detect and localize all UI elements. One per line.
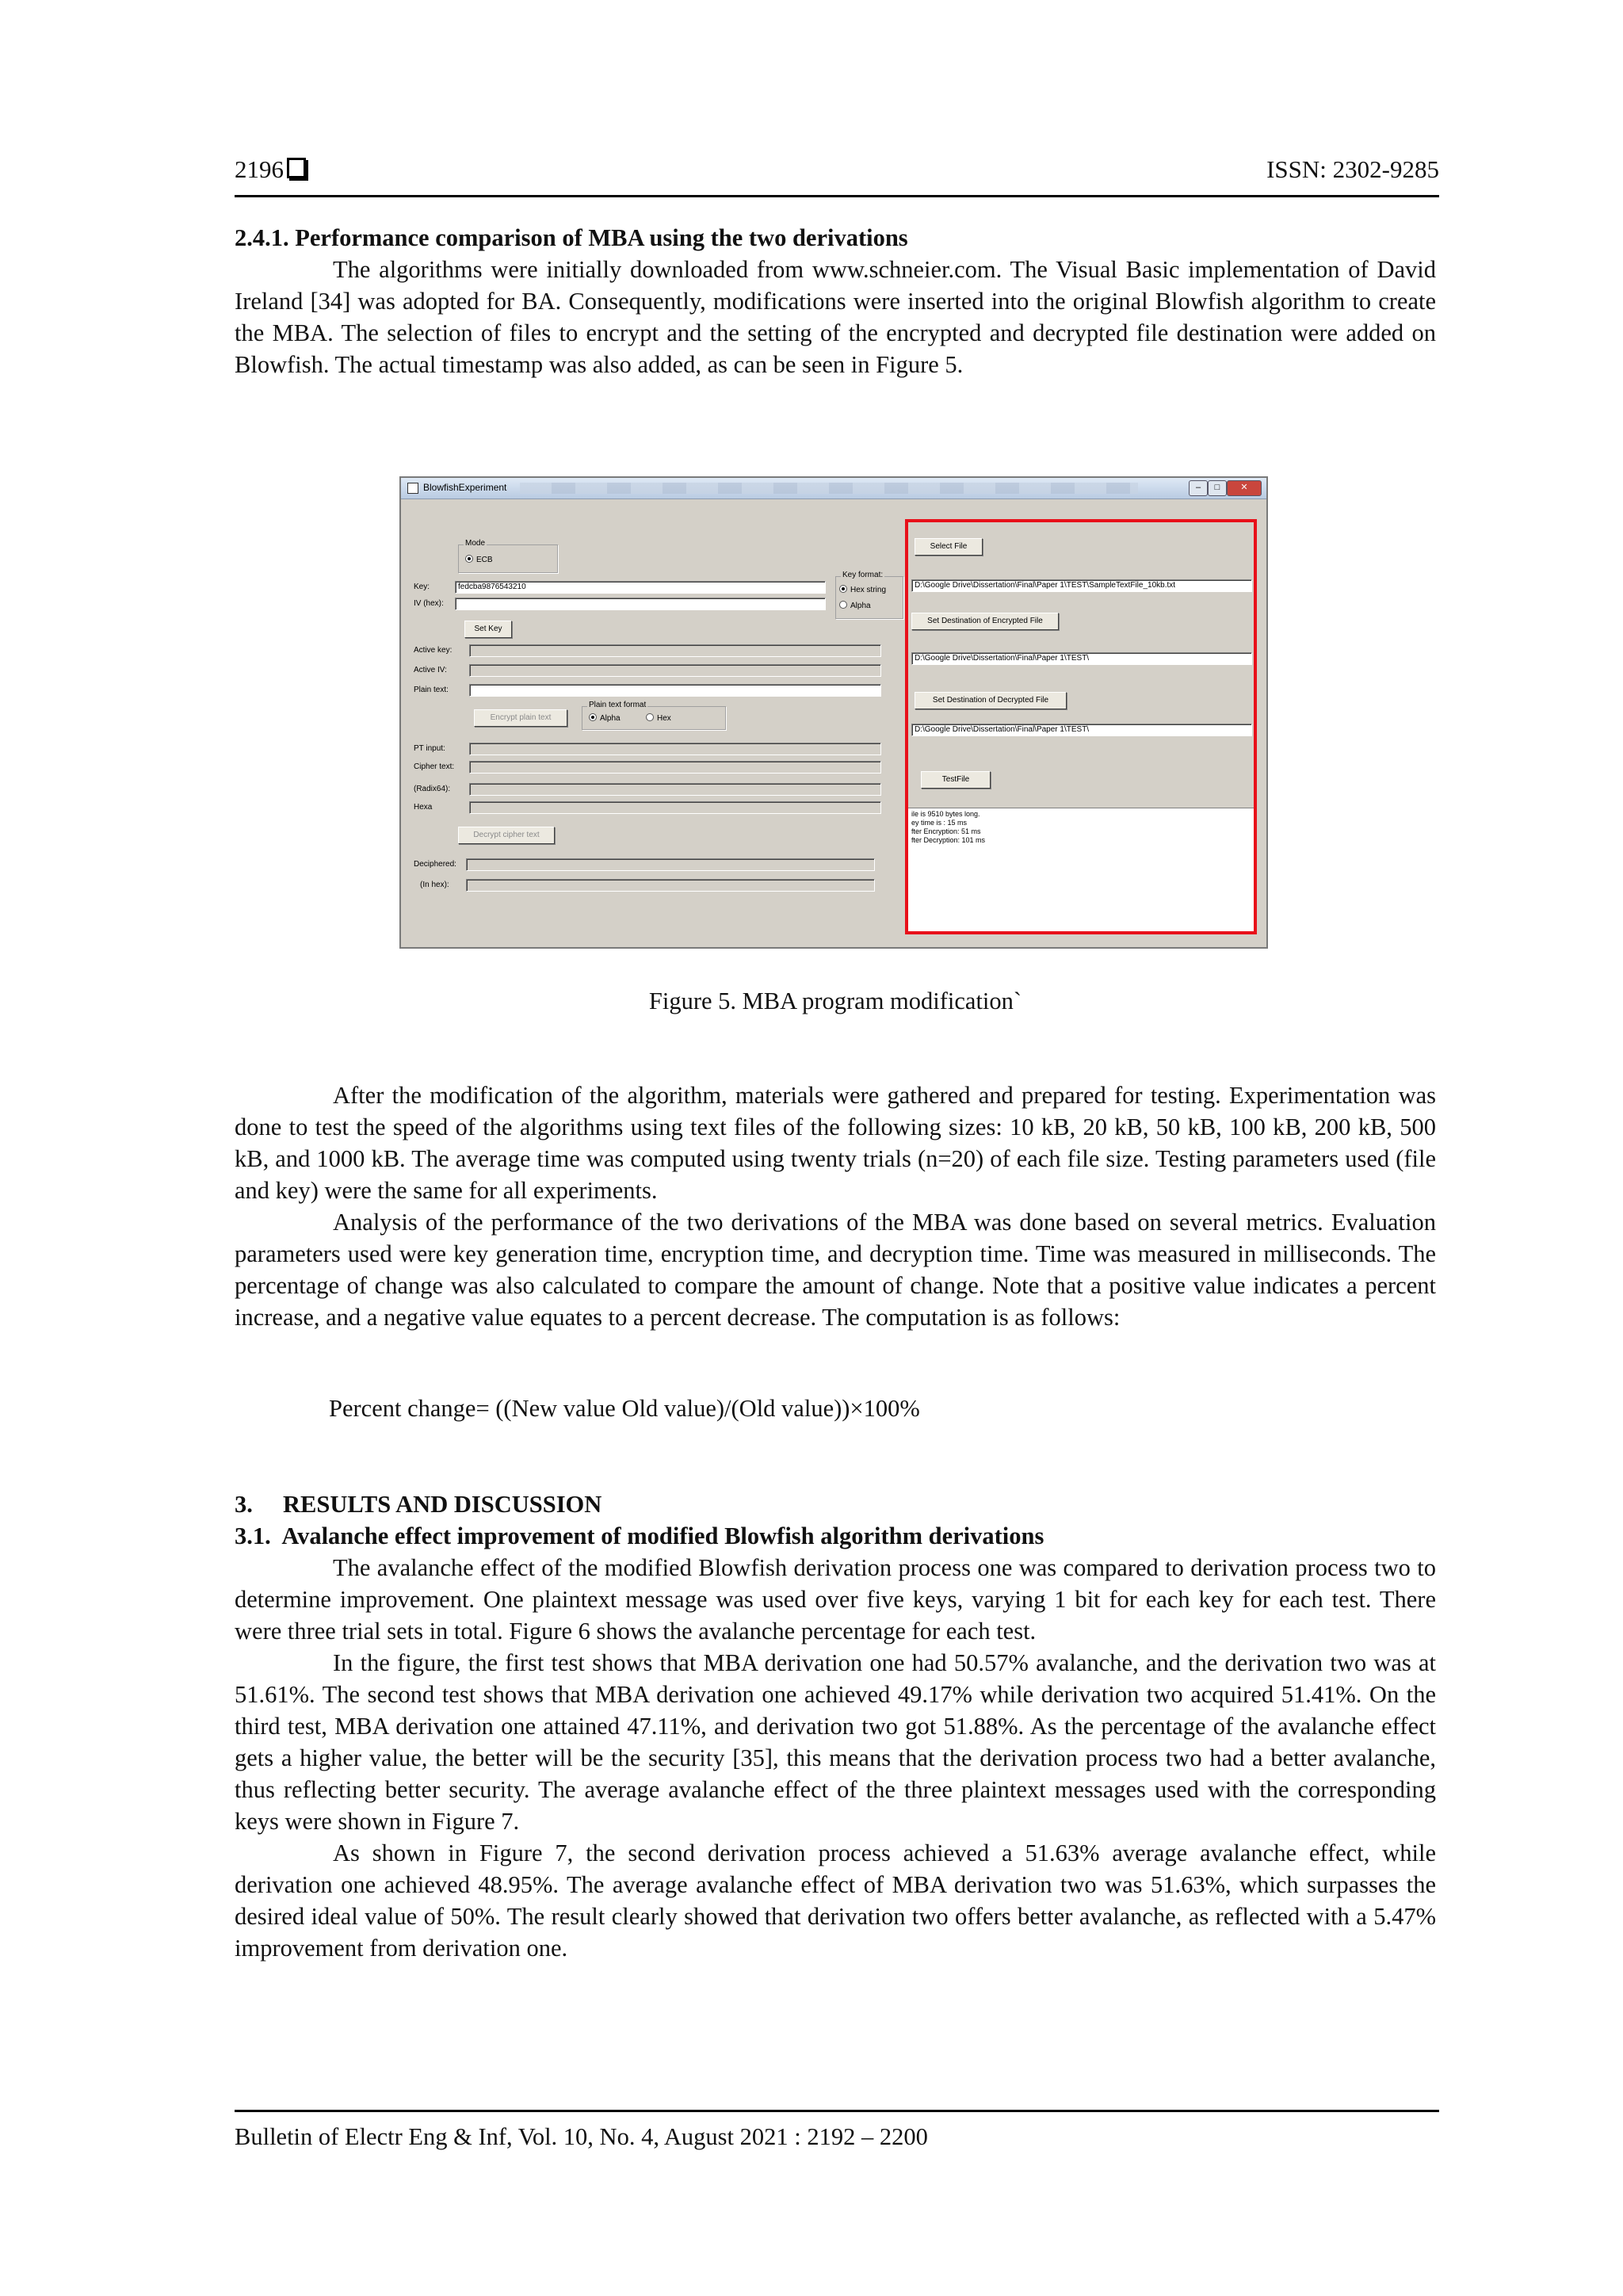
radix64-label: (Radix64):: [414, 785, 451, 793]
paragraph: In the figure, the first test shows that MBA derivation one had 50.57% avalanche, and the derivation two was at 51.61%. The second test shows that MBA derivation one achieved 49.17% while derivation two acquired 51.41%. On the third test, MBA derivation one attained 47.11%, and derivation two got 51.88%. As the percentage of the avalanche effect gets a higher value, the better will be the security [35], this means that the derivation process two had a better avalanche, thus reflecting better security. The average avalanche effect of the three plaintext messages used with the corresponding keys were shown in Figure 7.: [235, 1649, 1436, 1835]
active-iv-label: Active IV:: [414, 666, 447, 674]
key-label: Key:: [414, 583, 430, 591]
pt-input-label: PT input:: [414, 744, 445, 753]
section-heading: 3. RESULTS AND DISCUSSION: [235, 1491, 602, 1518]
set-key-button[interactable]: Set Key: [464, 621, 512, 638]
deciphered-field: [466, 858, 875, 871]
plain-text-input[interactable]: [469, 684, 881, 697]
cipher-text-label: Cipher text:: [414, 762, 455, 771]
modification-highlight-frame: [905, 519, 1257, 934]
square-bullet-icon: [287, 158, 306, 178]
mode-group: [458, 539, 558, 573]
plain-text-format-group: [582, 701, 726, 730]
key-format-alpha-option[interactable]: Alpha: [839, 601, 871, 610]
section-heading: 2.4.1. Performance comparison of MBA using the two derivations: [235, 224, 908, 251]
method-section: [235, 1079, 1436, 1333]
percent-change-formula: Percent change= ((New value Old value)/(Old value))×100%: [329, 1395, 920, 1422]
plain-text-format-group-title: Plain text format: [589, 701, 647, 709]
radio-selected-icon: [465, 555, 473, 563]
radio-selected-icon: [589, 713, 597, 721]
section-3: [235, 1488, 1436, 1964]
log-line: ile is 9510 bytes long.: [911, 810, 980, 818]
key-format-group: [835, 571, 903, 619]
select-file-button[interactable]: Select File: [915, 538, 983, 556]
key-format-group-title: Key format:: [842, 571, 884, 579]
section-2-4-1: [235, 222, 1436, 380]
page-number: 2196: [235, 155, 306, 184]
hexa-label: Hexa: [414, 803, 433, 812]
minimize-button[interactable]: –: [1189, 480, 1208, 496]
journal-citation: Bulletin of Electr Eng & Inf, Vol. 10, No. 4, August 2021 : 2192 – 2200: [235, 2123, 928, 2150]
paragraph: Analysis of the performance of the two derivations of the MBA was done based on several metrics. Evaluation parameters used were key generation time, encryption time, and decryption time. Time was measured in milliseconds. The percentage of change was also calculated to compare the amount of change. Note that a positive value indicates a percent increase, and a negative value equates to a percent decrease. The computation is as follows:: [235, 1209, 1436, 1331]
deciphered-label: Deciphered:: [414, 860, 456, 869]
close-button[interactable]: ✕: [1227, 480, 1262, 496]
hexa-field: [469, 801, 881, 814]
paragraph: The avalanche effect of the modified Blowfish derivation process one was compared to derivation process two to determine improvement. One plaintext message was used over five keys, varying 1 bit for each key for each test. There were three trial sets in total. Figure 6 shows the avalanche percentage for each test.: [235, 1554, 1436, 1645]
radio-icon: [839, 601, 847, 609]
figure-caption: Figure 5. MBA program modification`: [648, 988, 1022, 1014]
app-icon: [407, 483, 418, 494]
test-file-button[interactable]: TestFile: [921, 771, 991, 789]
paragraph: As shown in Figure 7, the second derivation process achieved a 51.63% average avalanche effect, while derivation one achieved 48.95%. The average avalanche effect of MBA derivation two was 51.63%, which surpasses the desired ideal value of 50%. The result clearly showed that derivation two offers better avalanche, as reflected with a 5.47% improvement from derivation one.: [235, 1839, 1436, 1962]
mode-ecb-option[interactable]: ECB: [465, 555, 493, 564]
log-line: fter Decryption: 101 ms: [911, 836, 986, 844]
active-key-label: Active key:: [414, 646, 453, 655]
in-hex-field: [466, 879, 875, 892]
set-encrypted-destination-button[interactable]: Set Destination of Encrypted File: [911, 613, 1059, 630]
iv-input[interactable]: [455, 598, 826, 610]
log-line: fter Encryption: 51 ms: [911, 827, 981, 835]
active-iv-field: [469, 664, 881, 677]
plain-text-label: Plain text:: [414, 686, 449, 694]
journal-issn: ISSN: 2302-9285: [1266, 155, 1439, 183]
paragraph: After the modification of the algorithm, materials were gathered and prepared for testing. Experimentation was done to test the speed of the algorithms using text files of the following sizes: 10 kB, 20 kB, 50 kB, 100 kB, 200 kB, 500 kB, and 1000 kB. The average time was computed using twenty trials (n=20) of each file size. Testing parameters used (file and key) were the same for all experiments.: [235, 1082, 1436, 1204]
maximize-button[interactable]: □: [1208, 480, 1227, 496]
pt-format-hex-option[interactable]: Hex: [646, 713, 671, 723]
radio-selected-icon: [839, 585, 847, 593]
log-line: ey time is : 15 ms: [911, 819, 968, 827]
selected-file-path-field[interactable]: D:\Google Drive\Dissertation\Final\Paper 1\TEST\SampleTextFile_10kb.txt: [911, 579, 1252, 592]
blowfish-experiment-window: [399, 476, 1268, 949]
key-input[interactable]: fedcba9876543210: [455, 581, 826, 594]
decrypted-destination-field[interactable]: D:\Google Drive\Dissertation\Final\Paper 1\TEST\: [911, 724, 1252, 736]
encrypt-plain-text-button[interactable]: Encrypt plain text: [474, 709, 567, 727]
pt-format-alpha-option[interactable]: Alpha: [589, 713, 621, 723]
encrypted-destination-field[interactable]: D:\Google Drive\Dissertation\Final\Paper 1\TEST\: [911, 652, 1252, 665]
window-titlebar: [401, 478, 1266, 499]
pt-input-field: [469, 743, 881, 755]
decrypt-cipher-text-button[interactable]: Decrypt cipher text: [458, 827, 555, 844]
in-hex-label: (In hex):: [420, 881, 449, 889]
radio-icon: [646, 713, 654, 721]
radix64-field: [469, 783, 881, 796]
blurred-taskbar-strip: [520, 483, 1138, 494]
subsection-heading: 3.1. Avalanche effect improvement of modified Blowfish algorithm derivations: [235, 1522, 1044, 1549]
paragraph: The algorithms were initially downloaded from www.schneier.com. The Visual Basic implementation of David Ireland [34] was adopted for BA. Consequently, modifications were inserted into the original Blowfish algorithm to create the MBA. The selection of files to encrypt and the setting of the encrypted and decrypted file destination were added on Blowfish. The actual timestamp was also added, as can be seen in Figure 5.: [235, 256, 1436, 378]
mode-group-title: Mode: [465, 539, 486, 548]
set-decrypted-destination-button[interactable]: Set Destination of Decrypted File: [915, 692, 1067, 709]
page-footer: [235, 2110, 1439, 2151]
window-title: BlowfishExperiment: [423, 482, 507, 493]
iv-label: IV (hex):: [414, 599, 444, 608]
key-format-hex-option[interactable]: Hex string: [839, 585, 886, 594]
page-header: [235, 155, 1439, 197]
active-key-field: [469, 644, 881, 657]
cipher-text-field: [469, 761, 881, 774]
